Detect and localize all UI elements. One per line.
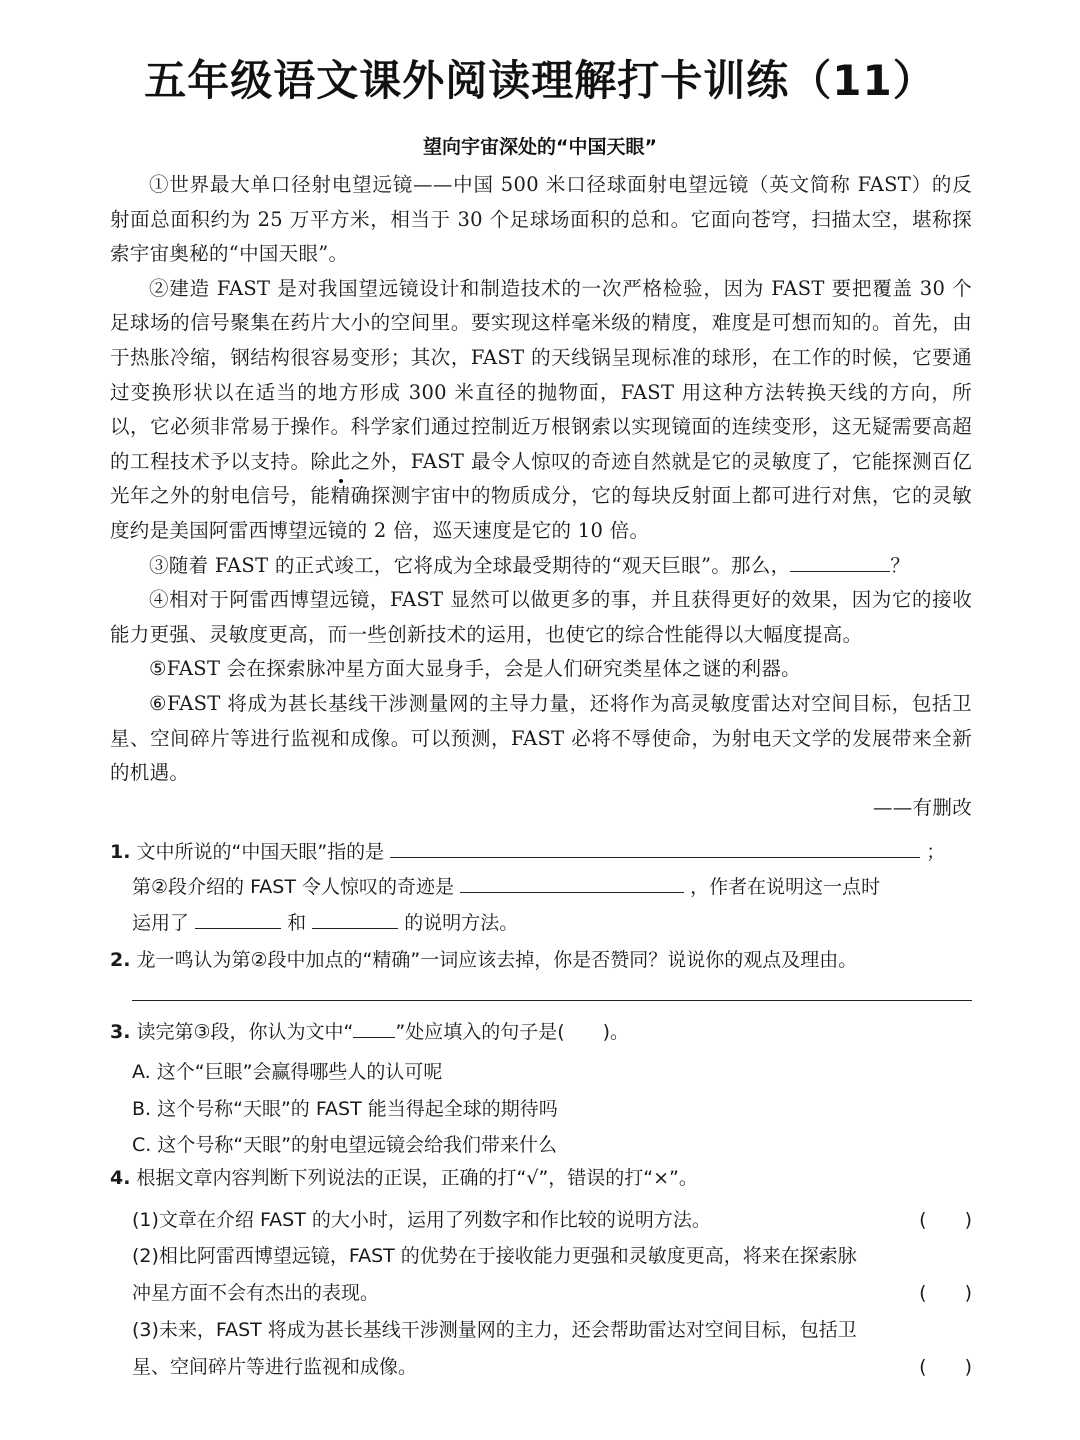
question-3-number: 3. <box>110 1021 131 1043</box>
question-2-number: 2. <box>110 949 131 971</box>
question-3-blank <box>353 1019 395 1038</box>
statement-2-line-1: (2)相比阿雷西博望远镜，FAST 的优势在于接收能力更强和灵敏度更高，将来在探索脉 <box>132 1245 857 1267</box>
question-1-prompt-c1: 运用了 <box>132 912 190 934</box>
statement-2-line-2: 冲星方面不会有杰出的表现。 <box>132 1282 380 1304</box>
question-1-prompt-b: 第②段介绍的 FAST 令人惊叹的奇迹是 <box>132 876 454 898</box>
paragraph-1: ①世界最大单口径射电望远镜——中国 500 米口径球面射电望远镜（英文简称 FAST）的反射面总面积约为 25 万平方米，相当于 30 个足球场面积的总和。它面向苍穹，扫描太空，堪称探索宇宙奥秘的“中国天眼”。 <box>110 173 972 266</box>
judgement-box-3[interactable]: ( ) <box>919 1356 972 1378</box>
paragraph-3-end: ？ <box>890 553 911 577</box>
question-3-prompt-b: ”处应填入的句子是( )。 <box>395 1021 630 1043</box>
question-2-prompt: 龙一鸣认为第②段中加点的“精确”一词应该去掉，你是否赞同？说说你的观点及理由。 <box>136 949 858 971</box>
question-1 <box>110 834 972 870</box>
judgement-box-1[interactable]: ( ) <box>919 1209 972 1231</box>
option-c[interactable]: C. 这个号称“天眼”的射电望远镜会给我们带来什么 <box>132 1134 558 1156</box>
statement-3-line-2: 星、空间碎片等进行监视和成像。 <box>132 1356 418 1378</box>
question-1-line-3 <box>132 905 972 941</box>
paragraph-2-text-b: 确探测宇宙中的物质成分，它的每块反射面上都可进行对焦，它的灵敏度约是美国阿雷西博望远镜的 2 倍，巡天速度是它的 10 倍。 <box>110 484 972 542</box>
judgement-box-2[interactable]: ( ) <box>919 1282 972 1304</box>
article-title: 望向宇宙深处的“中国天眼” <box>423 136 657 158</box>
paragraph-4: ④相对于阿雷西博望远镜，FAST 显然可以做更多的事，并且获得更好的效果，因为它的接收能力更强、灵敏度更高，而一些创新技术的运用，也使它的综合性能得以大幅度提高。 <box>110 588 972 646</box>
answer-blank-1d[interactable] <box>312 910 398 929</box>
question-1-line-2 <box>132 869 972 905</box>
question-1-sep: ； <box>926 841 946 863</box>
answer-line-2[interactable] <box>132 1000 972 1001</box>
worksheet-title: 五年级语文课外阅读理解打卡训练（11） <box>144 56 936 105</box>
question-4-prompt: 根据文章内容判断下列说法的正误，正确的打“√”，错误的打“×”。 <box>136 1167 698 1189</box>
paragraph-2-text-a: ②建造 FAST 是对我国望远镜设计和制造技术的一次严格检验，因为 FAST 要把覆盖 30 个足球场的信号聚集在药片大小的空间里。要实现这样毫米级的精度，难度是可想而知的。首先，由于热胀冷缩，钢结构很容易变形；其次，FAST 的天线锅呈现标准的球形，在工作的时候，它要通过变换形状以在适当的地方形成 300 米直径的抛物面，FAST 用这种方法转换天线的方向，所以，它必须非常易于操作。科学家们通过控制近万根钢索以实现镜面的连续变形，这无疑需要高超的工程技术予以支持。除此之外，FAST 最令人惊叹的奇迹自然就是它的灵敏度了，它能探测百亿光年之外的射电信号，能 <box>110 276 972 508</box>
paragraph-5: ⑤FAST 会在探索脉冲星方面大显身手，会是人们研究类星体之谜的利器。 <box>149 657 801 681</box>
paragraph-6: ⑥FAST 将成为甚长基线干涉测量网的主导力量，还将作为高灵敏度雷达对空间目标，包括卫星、空间碎片等进行监视和成像。可以预测，FAST 必将不辱使命，为射电天文学的发展带来全新的机遇。 <box>110 691 972 785</box>
question-4 <box>110 1160 972 1196</box>
question-3-prompt-a: 读完第③段，你认为文中“ <box>136 1021 354 1043</box>
answer-blank-1b[interactable] <box>460 874 684 893</box>
question-1-prompt-c2: 和 <box>287 912 307 934</box>
option-a[interactable]: A. 这个“巨眼”会赢得哪些人的认可呢 <box>132 1061 443 1083</box>
article-body <box>110 168 972 825</box>
paragraph-3-blank[interactable] <box>790 553 890 572</box>
paragraph-3-text: ③随着 FAST 的正式竣工，它将成为全球最受期待的“观天巨眼”。那么， <box>149 553 791 577</box>
question-1-number: 1. <box>110 841 131 863</box>
answer-blank-1a[interactable] <box>390 839 920 858</box>
paragraph-2 <box>110 272 972 549</box>
question-1-prompt-a: 文中所说的“中国天眼”指的是 <box>136 841 385 863</box>
question-2 <box>110 942 972 978</box>
paragraph-3 <box>110 549 972 584</box>
question-1-prompt-b-end: ，作者在说明这一点时 <box>690 876 881 898</box>
answer-blank-1c[interactable] <box>195 910 281 929</box>
source-note: ——有删改 <box>873 795 972 819</box>
statement-1: (1)文章在介绍 FAST 的大小时，运用了列数字和作比较的说明方法。 <box>132 1209 711 1231</box>
question-1-prompt-c3: 的说明方法。 <box>404 912 519 934</box>
statement-3-line-1: (3)未来，FAST 将成为甚长基线干涉测量网的主力，还会帮助雷达对空间目标，包括卫 <box>132 1319 857 1341</box>
question-4-number: 4. <box>110 1167 131 1189</box>
question-3 <box>110 1014 972 1050</box>
dotted-character: 精 <box>330 484 351 508</box>
option-b[interactable]: B. 这个号称“天眼”的 FAST 能当得起全球的期待吗 <box>132 1098 558 1120</box>
